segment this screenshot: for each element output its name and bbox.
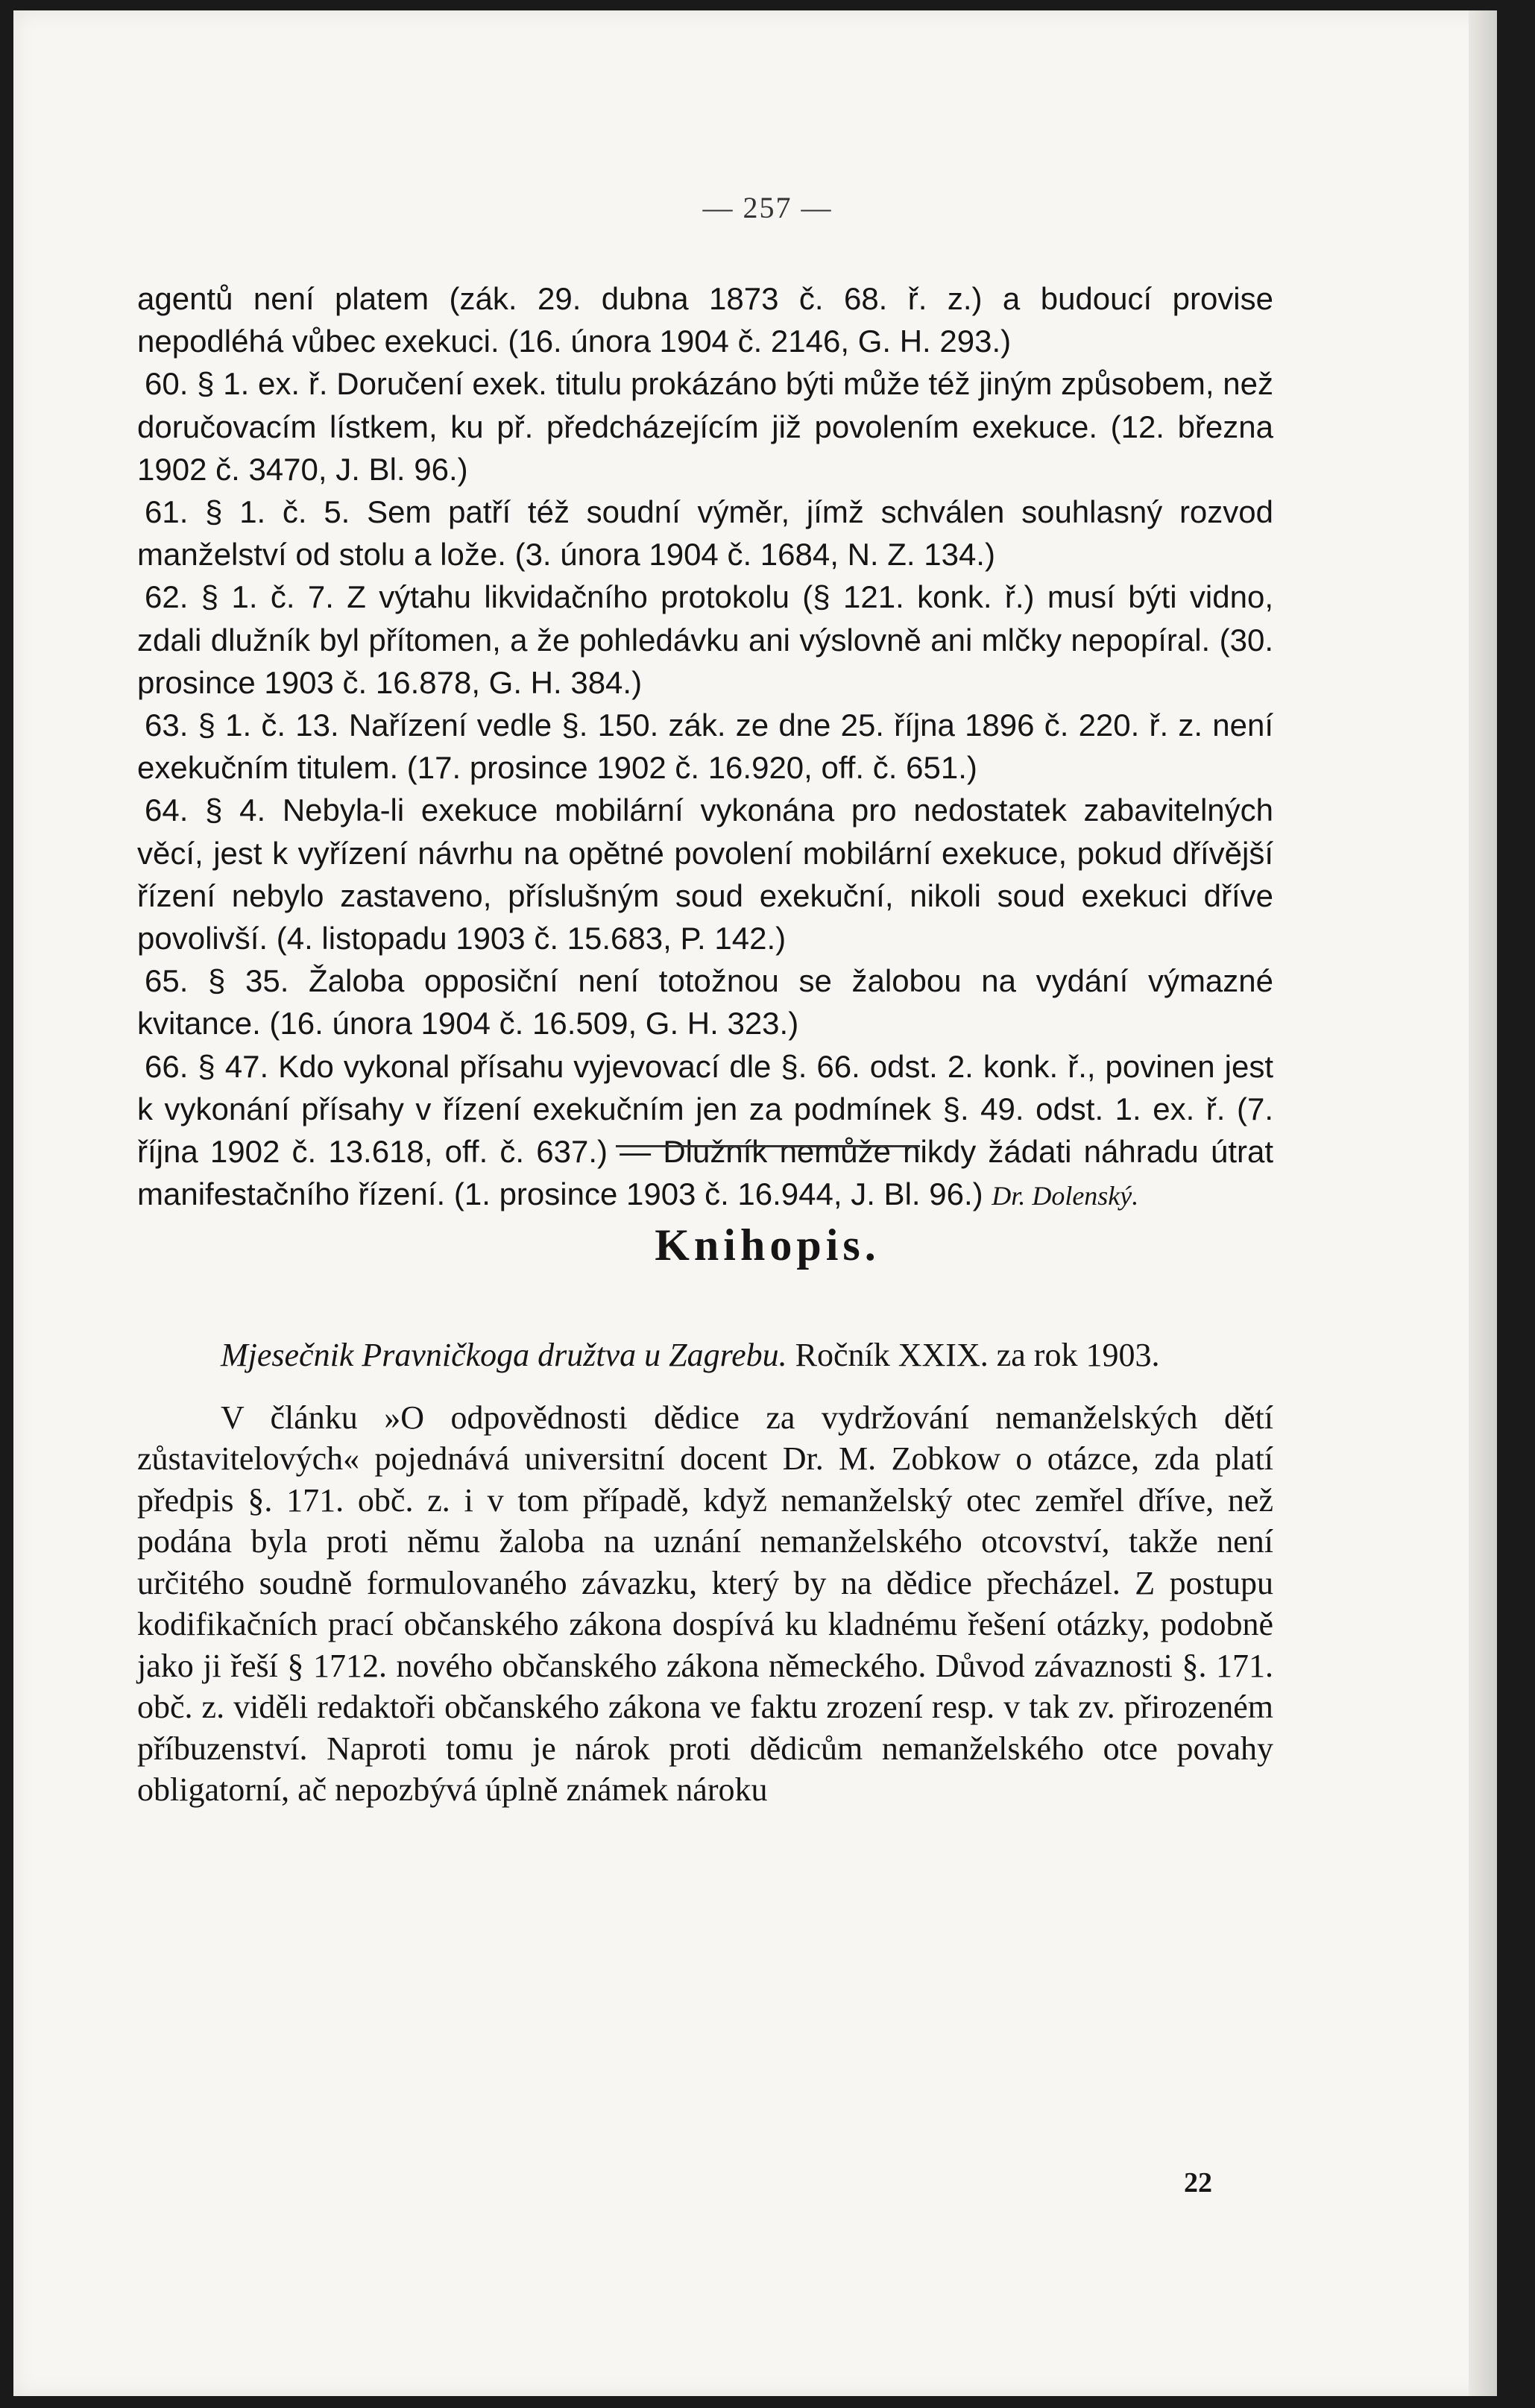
court-decisions xyxy=(137,277,1273,1217)
decision-63: 63. § 1. č. 13. Nařízení vedle §. 150. zák. ze dne 25. října 1896 č. 220. ř. z. není exekučním titulem. (17. prosince 1902 č. 16.920, off. č. 651.) xyxy=(137,707,1273,786)
decision-66 xyxy=(137,1045,1273,1218)
page-signature-number: 22 xyxy=(1184,2167,1212,2199)
decision-64: 64. § 4. Nebyla-li exekuce mobilární vykonána pro nedostatek zabavitelných věcí, jest k vyřízení návrhu na opětné povolení mobilární exekuce, pokud dřívější řízení nebylo zastaveno, příslušným soud exekuční, nikoli soud exekuci dříve povolivší. (4. listopadu 1903 č. 15.683, P. 142.) xyxy=(137,792,1273,956)
book-volume: Ročník XXIX. za rok 1903. xyxy=(795,1337,1160,1373)
decision-66-text: 66. § 47. Kdo vykonal přísahu vyjevovací dle §. 66. odst. 2. konk. ř., povinen jest k vykonání přísahy v řízení exekučním jen za podmínek §. 49. odst. 1. ex. ř. (7. října 1902 č. 13.618, off. č. 637.) — Dlužník nemůže nikdy žádati náhradu útrat manifestačního řízení. (1. prosince 1903 č. 16.944, J. Bl. 96.) xyxy=(137,1048,1273,1212)
decision-62: 62. § 1. č. 7. Z výtahu likvidačního protokolu (§ 121. konk. ř.) musí býti vidno, zdali dlužník byl přítomen, a že pohledávku ani výslovně ani mlčky nepopíral. (30. prosince 1903 č. 16.878, G. H. 384.) xyxy=(137,579,1273,700)
book-citation xyxy=(137,1334,1273,1376)
author-signature: Dr. Dolenský. xyxy=(992,1181,1139,1211)
page-number-top: — 257 — xyxy=(702,191,833,224)
decision-65: 65. § 35. Žaloba opposiční není totožnou se žalobou na vydání výmazné kvitance. (16. února 1904 č. 16.509, G. H. 323.) xyxy=(137,963,1273,1041)
decision-61: 61. § 1. č. 5. Sem patří též soudní výměr, jímž schválen souhlasný rozvod manželství od stolu a lože. (3. února 1904 č. 1684, N. Z. 134.) xyxy=(137,494,1273,573)
review-paragraph: V článku »O odpovědnosti dědice za vydržování nemanželských dětí zůstavitelových« pojednává universitní docent Dr. M. Zobkow o otázce, zda platí předpis §. 171. obč. z. i v tom případě, když nemanželský otec zemřel dříve, než podána byla proti němu žaloba na uznání nemanželského otcovství, takže není určitého soudně formulovaného závazku, který by na dědice přecházel. Z postupu kodifikačních prací občanského zákona dospívá ku kladnému řešení otázky, podobně jako ji řeší § 1712. nového občanského zákona německého. Důvod závaznosti §. 171. obč. z. viděli redaktoři občanského zákona ve faktu zrození resp. v tak zv. přirozeném příbuzenství. Naproti tomu je nárok proti dědicům nemanželského otce povahy obligatorní, ač nepozbývá úplně známek nároku xyxy=(137,1399,1273,1808)
book-title: Mjesečnik Pravničkoga družtva u Zagrebu. xyxy=(221,1337,787,1373)
section-divider xyxy=(616,1145,920,1147)
section-heading: Knihopis. xyxy=(655,1220,880,1270)
decision-60: 60. § 1. ex. ř. Doručení exek. titulu prokázáno býti může též jiným způsobem, než doručovacím lístkem, ku př. předcházejícím již povolením exekuce. (12. března 1902 č. 3470, J. Bl. 96.) xyxy=(137,366,1273,487)
decision-59-continuation: agentů není platem (zák. 29. dubna 1873 č. 68. ř. z.) a budoucí provise nepodléhá vůbec exekuci. (16. února 1904 č. 2146, G. H. 293.) xyxy=(137,281,1273,359)
page-edge xyxy=(1469,10,1497,2396)
book-review xyxy=(137,1334,1273,1811)
